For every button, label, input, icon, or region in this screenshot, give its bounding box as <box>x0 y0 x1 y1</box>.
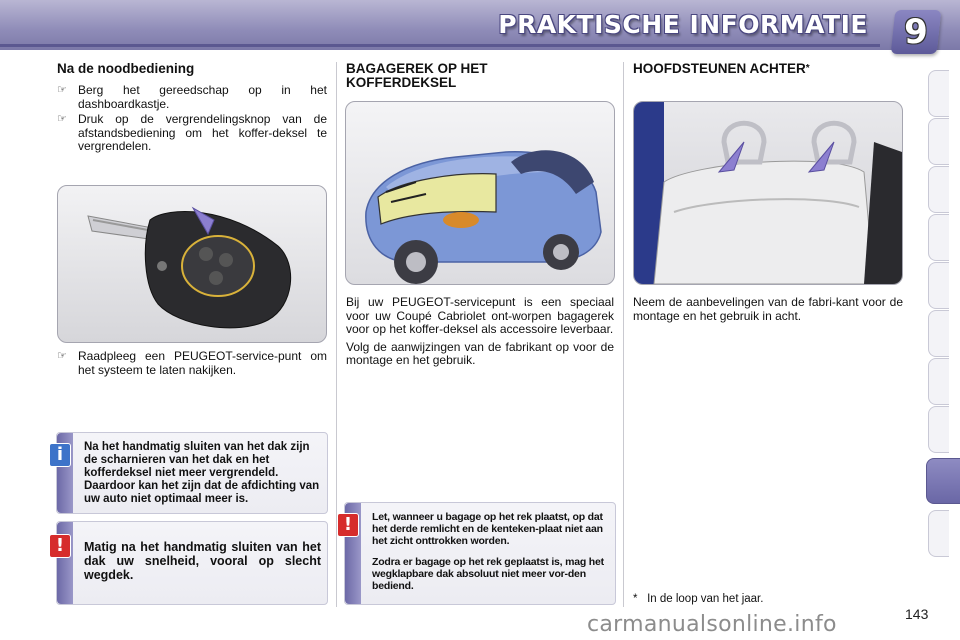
side-tab[interactable] <box>928 510 949 557</box>
warning-note-text: Zodra er bagage op het rek geplaatst is, mag het wegklapbare dak absoluut niet meer vor-den bediend. <box>372 556 604 592</box>
warning-note <box>56 521 328 605</box>
bullet-item: ☞ Berg het gereedschap op in het dashboardkastje. <box>57 83 327 111</box>
chapter-tabs <box>928 70 960 580</box>
heading-noodbediening: Na de noodbediening <box>57 61 195 76</box>
side-tab[interactable] <box>928 166 949 213</box>
rear-headrests-illustration <box>633 101 903 285</box>
column-bagagerek <box>346 62 614 90</box>
warning-icon: ! <box>337 513 359 537</box>
bagagerek-text <box>346 296 614 368</box>
bullet-item: ☞ Druk op de vergrendelingsknop van de afstandsbediening om het koffer-deksel te vergrendelen. <box>57 112 327 153</box>
column-divider <box>623 62 624 607</box>
paragraph: Neem de aanbevelingen van de fabri-kant voor de montage en het gebruik in acht. <box>633 295 903 323</box>
warning-note-text: Let, wanneer u bagage op het rek plaatst, op dat het derde remlicht en de kenteken-plaat niet aan het zicht onttrokken worden. <box>372 511 603 547</box>
pointing-hand-icon: ☞ <box>57 113 67 125</box>
section-title: PRAKTISCHE INFORMATIE <box>498 10 868 39</box>
footnote: * In de loop van het jaar. <box>633 593 764 605</box>
pointing-hand-icon: ☞ <box>57 350 67 362</box>
column-noodbediening <box>57 62 327 156</box>
side-tab[interactable] <box>928 310 949 357</box>
side-tab[interactable] <box>928 358 949 405</box>
warning-note-text: Matig na het handmatig sluiten van het dak uw snelheid, vooral op slecht wegdek. <box>84 540 321 582</box>
car-drawing <box>346 102 614 284</box>
info-icon: i <box>49 443 71 467</box>
side-tab[interactable] <box>928 118 949 165</box>
paragraph: Volg de aanwijzingen van de fabrikant op voor de montage en het gebruik. <box>346 339 614 367</box>
page-number: 143 <box>905 606 929 622</box>
key-fob-drawing <box>58 186 326 342</box>
chapter-number: 9 <box>904 12 928 52</box>
column-hoofdsteunen <box>633 62 903 76</box>
key-fob-illustration <box>57 185 327 343</box>
warning-note-luggage <box>344 502 616 605</box>
watermark: carmanualsonline.info <box>587 612 837 637</box>
header-rule <box>0 44 880 47</box>
side-tab[interactable] <box>928 262 949 309</box>
paragraph: Bij uw PEUGEOT-servicepunt is een speciaal voor uw Coupé Cabriolet ont-worpen bagagerek voor op het koffer-deksel als accessoire leverbaar. <box>346 295 614 336</box>
seat-drawing <box>634 102 902 284</box>
side-tab[interactable] <box>928 406 949 453</box>
column-noodbediening-cont <box>57 350 327 379</box>
bullet-item: ☞ Raadpleeg een PEUGEOT-service-punt om het systeem te laten nakijken. <box>57 349 327 377</box>
chapter-tab <box>891 10 942 54</box>
heading-bagagerek: BAGAGEREK OP HET KOFFERDEKSEL <box>346 61 488 90</box>
side-tab-active[interactable] <box>926 458 960 504</box>
pointing-hand-icon: ☞ <box>57 84 67 96</box>
warning-icon: ! <box>49 534 71 558</box>
heading-hoofdsteunen: HOOFDSTEUNEN ACHTER* <box>633 61 810 76</box>
side-tab[interactable] <box>928 70 949 117</box>
info-note <box>56 432 328 514</box>
info-note-text: Na het handmatig sluiten van het dak zijn de scharnieren van het dak en het kofferdeksel niet meer vergrendeld. Daardoor kan het zijn dat de afdichting van uw auto niet optimaal meer is. <box>84 441 320 505</box>
hoofdsteunen-text <box>633 296 903 323</box>
side-tab[interactable] <box>928 214 949 261</box>
car-luggage-rack-illustration <box>345 101 615 285</box>
